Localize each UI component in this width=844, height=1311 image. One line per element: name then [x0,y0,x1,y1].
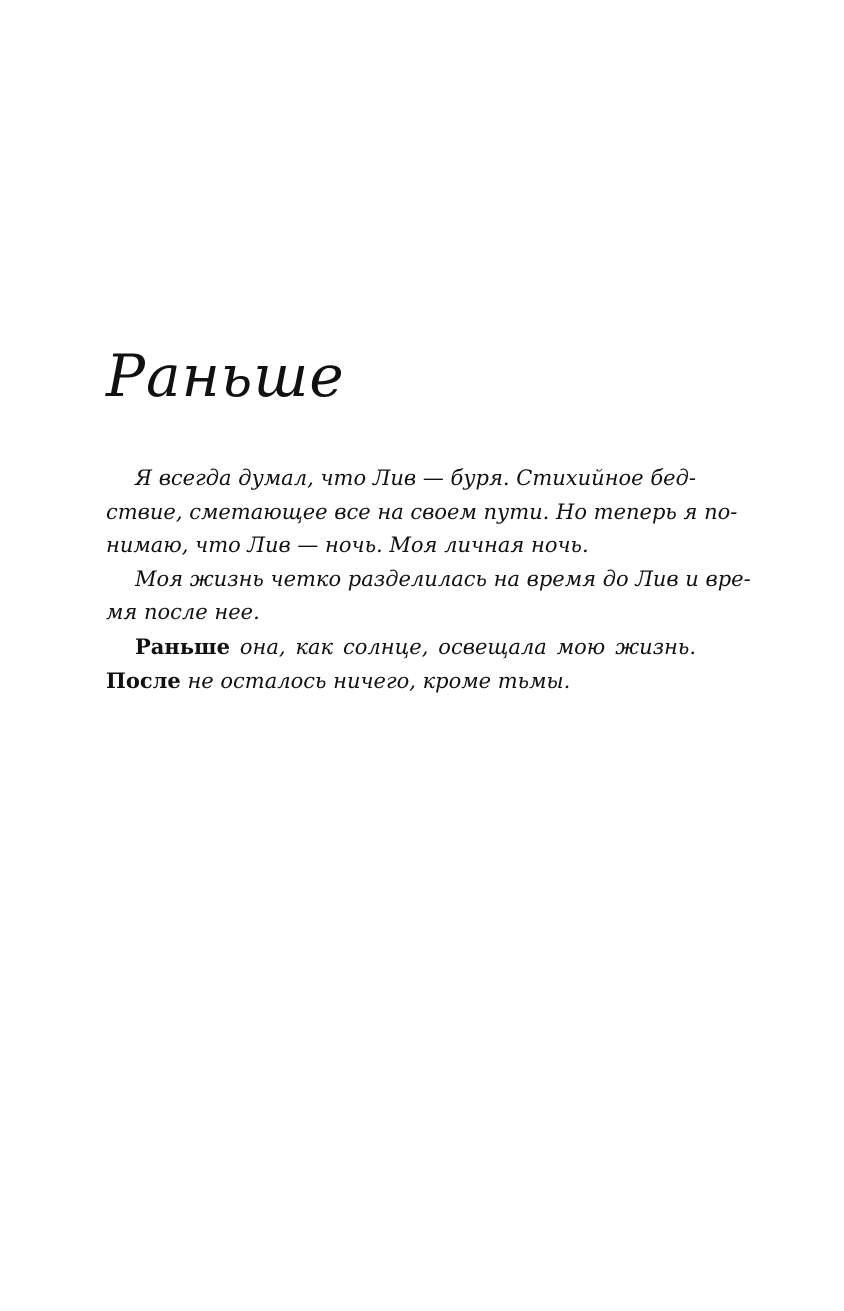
text-line: Я всегда думал, что Лив — буря. Стихийное бед- [135,466,696,490]
paragraph-1 [106,462,738,563]
paragraph-3 [106,630,696,699]
paragraph-2 [106,563,751,630]
text-segment: не осталось ничего, кроме тьмы. [180,669,571,693]
text-line: Моя жизнь четко разделилась на время до Лив и вре- [135,566,751,591]
text-line: ствие, сметающее все на своем пути. Но теперь я по- [106,499,738,524]
text-line: мя после нее. [106,600,260,624]
emphasis-after: После [106,668,181,693]
text-line [106,664,696,699]
chapter-body [106,462,751,699]
text-segment: она, как солнце, освещала мою жизнь. [229,634,696,659]
text-line: нимаю, что Лив — ночь. Моя личная ночь. [106,533,589,557]
text-line [106,630,696,665]
chapter-title: Раньше [106,342,345,410]
emphasis-before: Раньше [135,633,230,659]
